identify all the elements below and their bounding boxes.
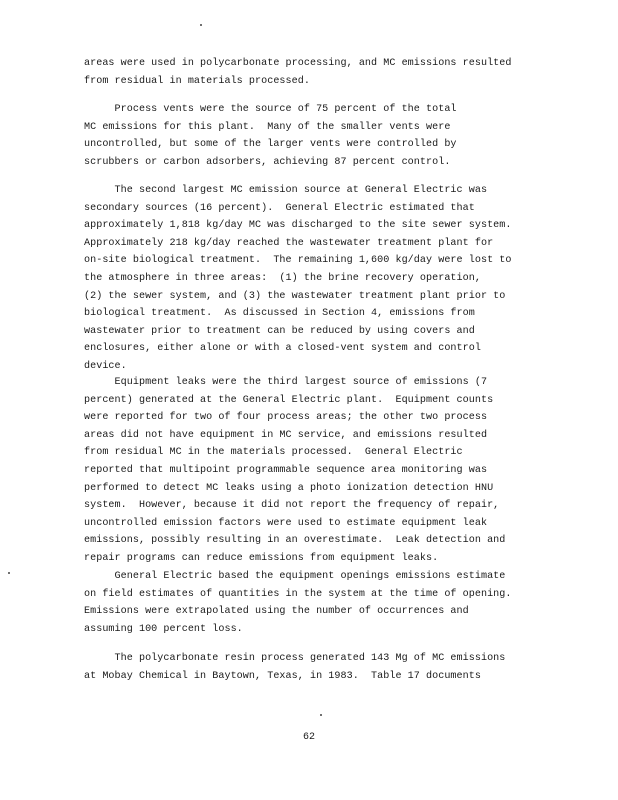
text-line: Equipment leaks were the third largest source of emissions (7	[84, 377, 488, 388]
text-line: from residual MC in the materials processed. General Electric	[84, 447, 463, 459]
text-line: emissions, possibly resulting in an overestimate. Leak detection and	[84, 535, 506, 547]
paragraph-4	[84, 374, 554, 568]
text-line: wastewater prior to treatment can be reduced by using covers and	[84, 325, 475, 337]
text-line: Approximately 218 kg/day reached the wastewater treatment plant for	[84, 237, 494, 249]
text-line: repair programs can reduce emissions from equipment leaks.	[84, 552, 439, 564]
text-line: reported that multipoint programmable sequence area monitoring was	[84, 464, 488, 476]
text-line: The second largest MC emission source at General Electric was	[84, 185, 488, 196]
text-line: device.	[84, 360, 127, 372]
text-line: scrubbers or carbon adsorbers, achieving 87 percent control.	[84, 156, 451, 168]
text-line: uncontrolled, but some of the larger vents were controlled by	[84, 139, 457, 151]
paragraph-2	[84, 101, 554, 171]
paragraph-1	[84, 55, 554, 90]
text-line: MC emissions for this plant. Many of the smaller vents were	[84, 121, 451, 133]
text-line: biological treatment. As discussed in Section 4, emissions from	[84, 308, 475, 320]
text-line: at Mobay Chemical in Baytown, Texas, in 1983. Table 17 documents	[84, 670, 481, 682]
text-line: areas did not have equipment in MC service, and emissions resulted	[84, 429, 488, 441]
text-line: on-site biological treatment. The remaining 1,600 kg/day were lost to	[84, 255, 512, 267]
paragraph-3	[84, 182, 554, 376]
text-line: General Electric based the equipment openings emissions estimate	[84, 571, 506, 582]
text-line: were reported for two of four process areas; the other two process	[84, 412, 488, 424]
paragraph-5	[84, 568, 554, 638]
text-line: Emissions were extrapolated using the number of occurrences and	[84, 606, 469, 618]
text-line: (2) the sewer system, and (3) the wastewater treatment plant prior to	[84, 290, 506, 302]
text-line: areas were used in polycarbonate processing, and MC emissions resulted	[84, 58, 512, 69]
text-line: on field estimates of quantities in the system at the time of opening.	[84, 588, 512, 600]
text-line: system. However, because it did not report the frequency of repair,	[84, 500, 500, 512]
paragraph-6	[84, 650, 554, 685]
text-line: The polycarbonate resin process generated 143 Mg of MC emissions	[84, 653, 506, 664]
text-line: approximately 1,818 kg/day MC was discharged to the site sewer system.	[84, 220, 512, 232]
page-number: 62	[302, 732, 315, 743]
text-line: from residual in materials processed.	[84, 75, 310, 87]
text-line: performed to detect MC leaks using a photo ionization detection HNU	[84, 482, 494, 494]
text-line: Process vents were the source of 75 percent of the total	[84, 104, 457, 115]
scan-speck	[8, 572, 10, 574]
scan-speck	[200, 24, 202, 26]
scan-speck	[320, 714, 322, 716]
text-line: enclosures, either alone or with a closed-vent system and control	[84, 343, 481, 355]
text-line: secondary sources (16 percent). General Electric estimated that	[84, 202, 475, 214]
text-line: percent) generated at the General Electric plant. Equipment counts	[84, 394, 494, 406]
text-line: assuming 100 percent loss.	[84, 623, 243, 635]
text-line: the atmosphere in three areas: (1) the brine recovery operation,	[84, 272, 481, 284]
text-line: uncontrolled emission factors were used to estimate equipment leak	[84, 517, 488, 529]
